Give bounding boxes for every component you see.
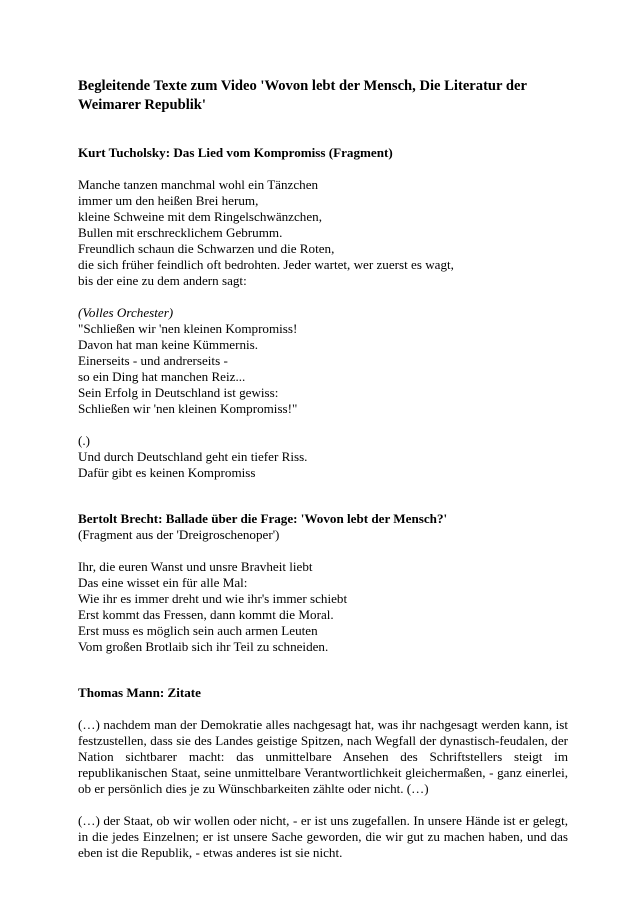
poem-line: Bullen mit erschrecklichem Gebrumm. xyxy=(78,225,283,240)
poem-line: Manche tanzen manchmal wohl ein Tänzchen xyxy=(78,177,319,192)
poem-line: Erst muss es möglich sein auch armen Leuten xyxy=(78,623,318,638)
poem-line: Freundlich schaun die Schwarzen und die Roten, xyxy=(78,241,335,256)
section-subheading: (Fragment aus der 'Dreigroschenoper') xyxy=(78,527,280,542)
quote-paragraph: (…) der Staat, ob wir wollen oder nicht, - er ist uns zugefallen. In unsere Hände ist er gelegt, in die jedes Einzelnen; er ist unsere Sache geworden, die wir gut zu machen haben, und das eben ist die Republik, - etwas anderes ist sie nicht. xyxy=(78,813,568,860)
poem-line: die sich früher feindlich oft bedrohten. Jeder wartet, wer zuerst es wagt, xyxy=(78,257,454,272)
poem-line: Dafür gibt es keinen Kompromiss xyxy=(78,465,256,480)
poem-line: "Schließen wir 'nen kleinen Kompromiss! xyxy=(78,321,298,336)
quote-paragraph: (…) nachdem man der Demokratie alles nachgesagt hat, was ihr nachgesagt werden kann, ist festzustellen, dass sie des Landes geistige Spitzen, nach Wegfall der dynastisch-feudalen, der Nation sichtbarer macht: das unmittelbare Ansehen des Schriftstellers steigt im republikanischen Staat, seine unmittelbare Verantwortlichkeit gleichermaßen, - ganz einerlei, ob er persönlich dies je zu Wünschbarkeiten zählte oder nicht. (…) xyxy=(78,717,568,796)
stage-direction: (Volles Orchester) xyxy=(78,305,174,320)
poem-line: Und durch Deutschland geht ein tiefer Riss. xyxy=(78,449,308,464)
poem-stanza xyxy=(78,433,568,481)
title-line: Weimarer Republik' xyxy=(78,97,206,113)
poem-line: immer um den heißen Brei herum, xyxy=(78,193,259,208)
poem-stanza xyxy=(78,177,568,289)
poem-stanza xyxy=(78,559,568,655)
section-heading: Kurt Tucholsky: Das Lied vom Kompromiss (Fragment) xyxy=(78,145,393,160)
poem-line: Vom großen Brotlaib sich ihr Teil zu schneiden. xyxy=(78,639,329,654)
poem-line: Sein Erfolg in Deutschland ist gewiss: xyxy=(78,385,279,400)
poem-line: Ihr, die euren Wanst und unsre Bravheit liebt xyxy=(78,559,313,574)
section-heading: Bertolt Brecht: Ballade über die Frage: 'Wovon lebt der Mensch?' xyxy=(78,511,448,526)
poem-line: bis der eine zu dem andern sagt: xyxy=(78,273,247,288)
poem-stanza xyxy=(78,305,568,417)
poem-line: Wie ihr es immer dreht und wie ihr's immer schiebt xyxy=(78,591,348,606)
title-line: Begleitende Texte zum Video 'Wovon lebt der Mensch, Die Literatur der xyxy=(78,78,527,94)
section-mann xyxy=(78,685,568,861)
section-heading: Thomas Mann: Zitate xyxy=(78,685,201,700)
poem-line: so ein Ding hat manchen Reiz... xyxy=(78,369,246,384)
section-brecht xyxy=(78,511,568,655)
poem-line: Schließen wir 'nen kleinen Kompromiss!" xyxy=(78,401,298,416)
poem-line: Davon hat man keine Kümmernis. xyxy=(78,337,258,352)
poem-line: (.) xyxy=(78,433,90,448)
poem-line: Das eine wisset ein für alle Mal: xyxy=(78,575,248,590)
poem-line: Erst kommt das Fressen, dann kommt die Moral. xyxy=(78,607,334,622)
section-tucholsky xyxy=(78,145,568,481)
document-body xyxy=(78,77,568,861)
poem-line: Einerseits - und andrerseits - xyxy=(78,353,228,368)
document-title xyxy=(78,77,568,115)
poem-line: kleine Schweine mit dem Ringelschwänzchen, xyxy=(78,209,322,224)
